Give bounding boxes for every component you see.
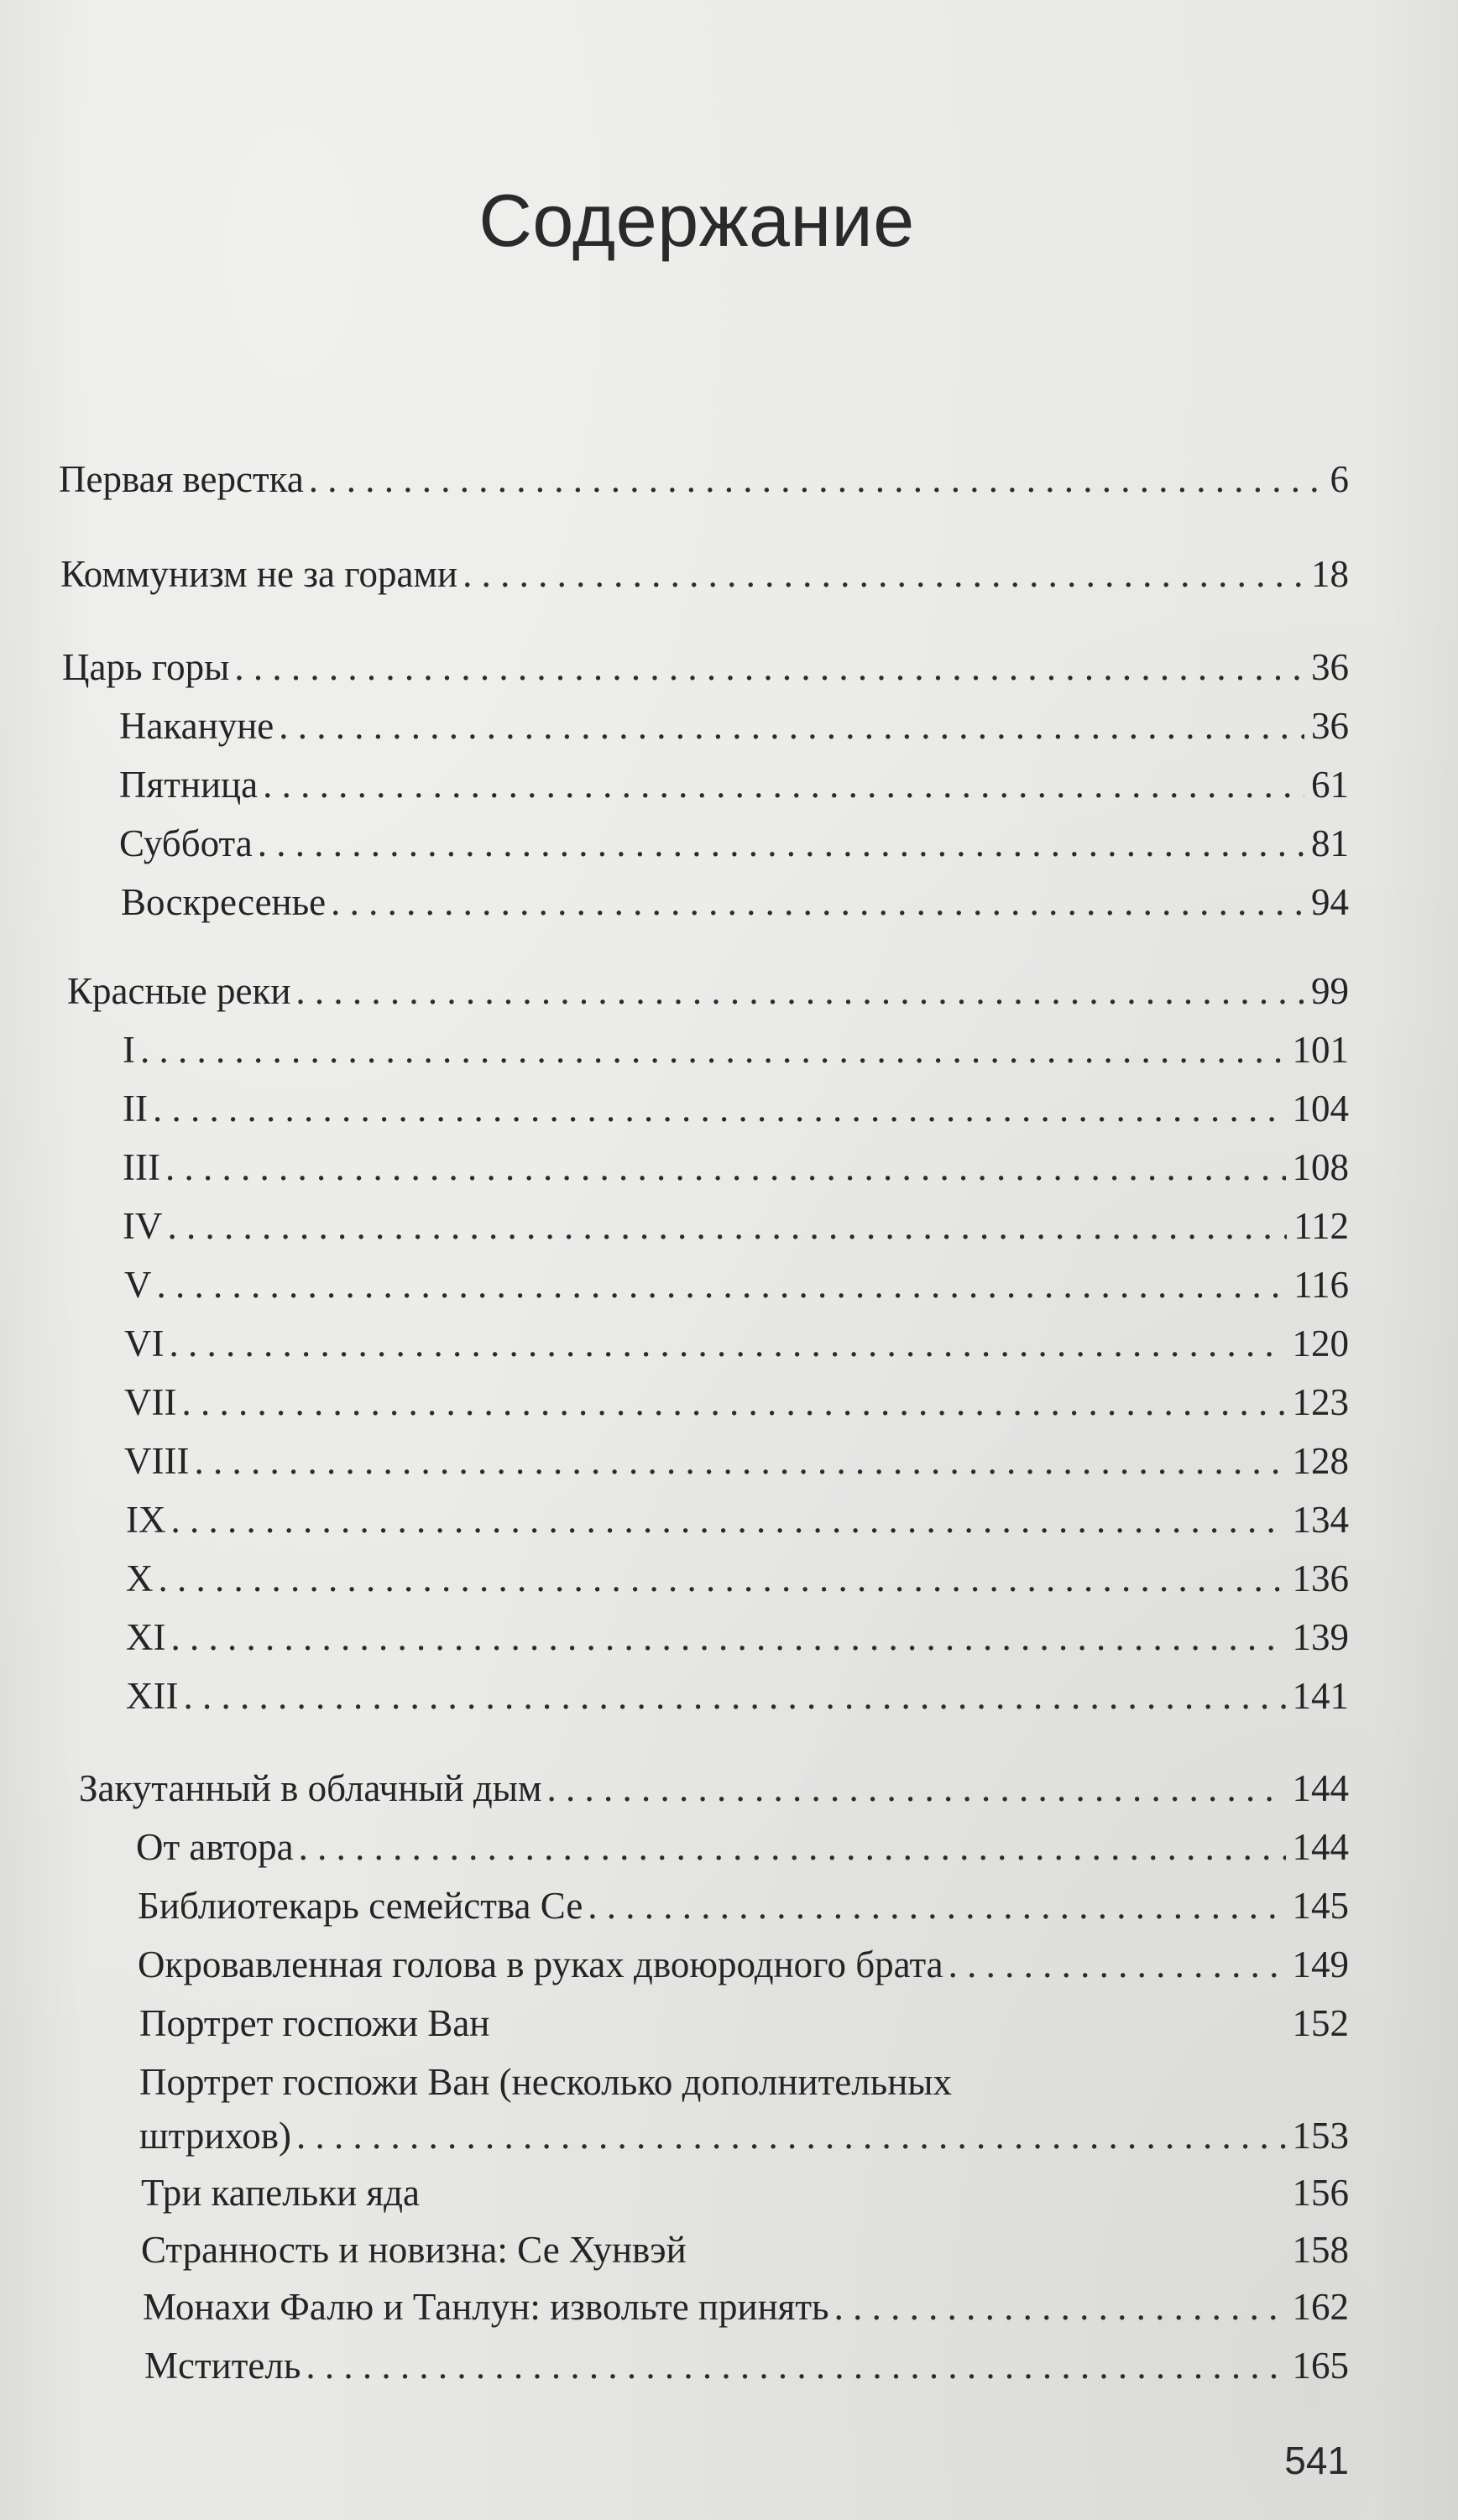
toc-entry-page: 6 (1330, 458, 1349, 500)
toc-entry-title: VI (124, 1323, 165, 1364)
dot-leader (153, 1084, 1286, 1133)
toc-entry-page: 152 (1292, 2002, 1349, 2044)
toc-entry-title: Мститель (144, 2345, 301, 2387)
toc-entry-title: От автора (136, 1826, 294, 1868)
toc-entry-title: Закутанный в облачный дым (79, 1767, 542, 1809)
dot-leader (181, 1378, 1285, 1427)
toc-entry-title: Библиотекарь семейства Се (138, 1885, 583, 1927)
toc-entry (123, 1025, 1349, 1074)
dot-leader (157, 1260, 1288, 1309)
dot-leader (331, 878, 1304, 926)
toc-entry-title: Воскресенье (121, 881, 327, 923)
toc-entry (124, 1260, 1349, 1309)
dot-leader (834, 2283, 1286, 2331)
toc-entry-page: 144 (1292, 1826, 1349, 1868)
toc-entry-page: 128 (1292, 1440, 1349, 1482)
toc-entry-page: 112 (1293, 1205, 1349, 1247)
dot-leader (948, 1940, 1286, 1989)
page-title: Содержание (478, 179, 915, 262)
toc-entry-page: 116 (1293, 1264, 1349, 1306)
dot-leader (170, 1495, 1285, 1544)
toc-entry-title: Пятница (119, 764, 259, 806)
toc-entry-page: 101 (1292, 1029, 1349, 1071)
dot-leader (296, 2111, 1286, 2160)
dot-leader (263, 760, 1304, 809)
toc-entry-page: 120 (1292, 1323, 1349, 1364)
toc-entry-title: Суббота (119, 822, 253, 864)
toc-entry-title: X (126, 1557, 154, 1599)
toc-entry (126, 1554, 1349, 1603)
toc-entry (79, 1764, 1349, 1813)
toc-entry (119, 819, 1349, 868)
toc-entry-title: VIII (124, 1440, 190, 1482)
toc-entry-title: II (123, 1088, 148, 1130)
toc-entry-title: Монахи Фалю и Танлун: извольте принять (143, 2286, 829, 2328)
toc-entry (59, 455, 1349, 503)
toc-entry-page: 165 (1292, 2345, 1349, 2387)
toc-entry-page: 99 (1311, 970, 1349, 1012)
toc-entry-title: Окровавленная голова в руках двоюродного брата (138, 1943, 943, 1985)
toc-entry (141, 2225, 1349, 2274)
toc-entry-page: 123 (1292, 1381, 1349, 1423)
toc-entry-title-line1: Портрет госпожи Ван (несколько дополнительных (139, 2061, 953, 2103)
toc-entry-page: 134 (1292, 1499, 1349, 1541)
toc-entry-page: 149 (1292, 1943, 1349, 1985)
dot-leader (258, 819, 1304, 868)
toc-entry (141, 2168, 1349, 2217)
dot-leader (306, 2341, 1285, 2390)
toc-entry (143, 2283, 1349, 2331)
dot-leader (194, 1437, 1285, 1485)
dot-leader (167, 1202, 1287, 1250)
toc-entry-page: 136 (1292, 1557, 1349, 1599)
toc-entry (139, 2111, 1349, 2160)
toc-entry (126, 1613, 1349, 1662)
toc-entry (119, 702, 1349, 750)
toc-entry-title: Портрет госпожи Ван (139, 2002, 490, 2044)
toc-entry (124, 1319, 1349, 1368)
toc-entry-title: IV (123, 1205, 163, 1247)
toc-entry-page: 18 (1311, 553, 1349, 595)
dot-leader (462, 550, 1304, 598)
dot-leader (159, 1554, 1286, 1603)
toc-entry (126, 1495, 1349, 1544)
toc-entry-title: Странность и новизна: Се Хунвэй (141, 2229, 687, 2271)
toc-entry (126, 1672, 1349, 1720)
toc-entry-page: 36 (1311, 705, 1349, 747)
dot-leader (165, 1143, 1286, 1192)
toc-entry-title: XI (126, 1616, 166, 1658)
page-number: 541 (1284, 2439, 1349, 2482)
toc-entry-title: XII (126, 1675, 179, 1717)
toc-entry (138, 1881, 1349, 1930)
toc-entry (62, 643, 1349, 691)
dot-leader (588, 1881, 1285, 1930)
toc-entry-title: IX (126, 1499, 166, 1541)
toc-entry-page: 156 (1292, 2172, 1349, 2214)
toc-entry-title: Коммунизм не за горами (60, 553, 458, 595)
toc-entry-title: Красные реки (67, 970, 291, 1012)
toc-entry (60, 550, 1349, 598)
toc-entry-page: 162 (1292, 2286, 1349, 2328)
toc-entry (123, 1202, 1349, 1250)
dot-leader (169, 1319, 1285, 1368)
toc-entry (138, 1940, 1349, 1989)
toc-entry-title: III (123, 1146, 160, 1188)
toc-entry (119, 760, 1349, 809)
toc-entry (124, 1437, 1349, 1485)
dot-leader (183, 1672, 1285, 1720)
toc-entry-page: 61 (1311, 764, 1349, 806)
toc-entry-title: Царь горы (62, 646, 230, 688)
toc-entry (123, 1084, 1349, 1133)
toc-entry (123, 1143, 1349, 1192)
dot-leader (140, 1025, 1286, 1074)
toc-entry (67, 967, 1349, 1015)
dot-leader (279, 702, 1304, 750)
toc-entry-page: 141 (1292, 1675, 1349, 1717)
toc-entry-title: VII (124, 1381, 177, 1423)
toc-entry (136, 1823, 1349, 1871)
toc-entry-page: 139 (1292, 1616, 1349, 1658)
dot-leader (170, 1613, 1285, 1662)
toc-entry-title-line2: штрихов) (139, 2115, 291, 2157)
dot-leader (309, 455, 1324, 503)
toc-entry (139, 1999, 1349, 2048)
dot-leader (234, 643, 1304, 691)
toc-entry-title: Три капельки яда (141, 2172, 420, 2214)
toc-entry (124, 1378, 1349, 1427)
toc-entry-page: 94 (1311, 881, 1349, 923)
toc-entry-page: 153 (1292, 2115, 1349, 2157)
toc-entry-page: 108 (1292, 1146, 1349, 1188)
toc-entry-title: V (124, 1264, 152, 1306)
toc-entry-page: 36 (1311, 646, 1349, 688)
dot-leader (299, 1823, 1286, 1871)
toc-entry-page: 104 (1292, 1088, 1349, 1130)
toc-entry-page: 145 (1292, 1885, 1349, 1927)
toc-entry (144, 2341, 1349, 2390)
toc-entry-title: Первая верстка (59, 458, 304, 500)
dot-leader (295, 967, 1304, 1015)
toc-entry-title: Накануне (119, 705, 274, 747)
toc-entry-page: 158 (1292, 2229, 1349, 2271)
toc-entry-page: 81 (1311, 822, 1349, 864)
toc-entry-page: 144 (1292, 1767, 1349, 1809)
toc-entry (121, 878, 1349, 926)
dot-leader (546, 1764, 1285, 1813)
toc-entry-title: I (123, 1029, 135, 1071)
